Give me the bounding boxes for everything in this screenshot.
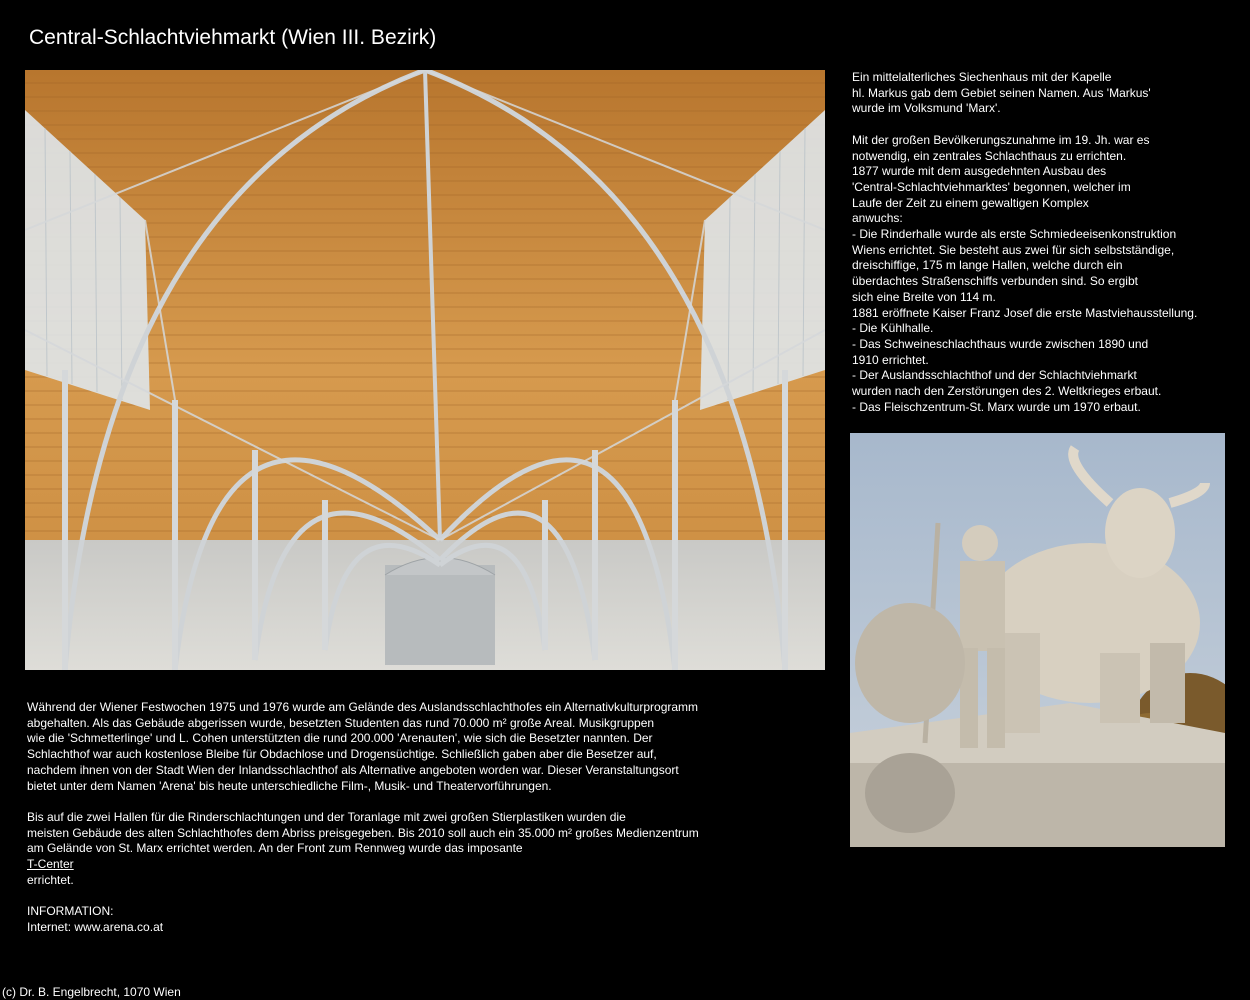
text-line: am Gelände von St. Marx errichtet werden. An der Front zum Rennweg wurde das imposante bbox=[27, 841, 523, 856]
text-line: bietet unter dem Namen 'Arena' bis heute unterschiedliche Film-, Musik- und Theatervorführungen. bbox=[27, 778, 552, 793]
text-line: wurde im Volksmund 'Marx'. bbox=[852, 101, 1001, 116]
text-line: Wiens errichtet. Sie besteht aus zwei für sich selbstständige, bbox=[852, 242, 1175, 257]
text-line: 'Central-Schlachtviehmarktes' begonnen, welcher im bbox=[852, 179, 1131, 194]
bull-statue-photo bbox=[850, 433, 1225, 847]
text-line: wie die 'Schmetterlinge' und L. Cohen unterstützten die rund 200.000 'Arenauten', wie sich die Besetzter nannten. Der bbox=[27, 731, 653, 746]
text-line bbox=[852, 117, 1244, 133]
info-internet: Internet: www.arena.co.at bbox=[27, 919, 164, 934]
text-line: dreischiffige, 175 m lange Hallen, welche durch ein bbox=[852, 258, 1123, 273]
info-heading: INFORMATION: bbox=[27, 904, 114, 919]
after-link-text: errichtet. bbox=[27, 872, 74, 887]
text-line: meisten Gebäude des alten Schlachthofes dem Abriss preisgegeben. Bis 2010 soll auch ein 35.000 m² großes Medienzentrum bbox=[27, 825, 699, 840]
text-line: Ein mittelalterliches Siechenhaus mit der Kapelle bbox=[852, 70, 1112, 84]
demolition-paragraph bbox=[27, 810, 727, 857]
text-line: Mit der großen Bevölkerungszunahme im 19. Jh. war es bbox=[852, 132, 1150, 147]
hall-photo bbox=[25, 70, 825, 670]
text-line: abgehalten. Als das Gebäude abgerissen wurde, besetzten Studenten das rund 70.000 m² große Areal. Musikgruppen bbox=[27, 715, 655, 730]
arena-paragraph bbox=[27, 700, 727, 794]
text-line: hl. Markus gab dem Gebiet seinen Namen. Aus 'Markus' bbox=[852, 85, 1151, 100]
text-line: anwuchs: bbox=[852, 211, 903, 226]
text-line: - Das Fleischzentrum-St. Marx wurde um 1970 erbaut. bbox=[852, 399, 1141, 414]
main-text bbox=[27, 700, 727, 936]
text-line: nachdem ihnen von der Stadt Wien der Inlandsschlachthof als Alternative angeboten worden war. Dieser Veranstaltungsort bbox=[27, 762, 679, 777]
text-line: - Die Rinderhalle wurde als erste Schmiedeeisenkonstruktion bbox=[852, 227, 1177, 242]
text-line: - Die Kühlhalle. bbox=[852, 321, 934, 336]
copyright-footer: (c) Dr. B. Engelbrecht, 1070 Wien bbox=[2, 985, 181, 999]
text-line: 1877 wurde mit dem ausgedehnten Ausbau des bbox=[852, 164, 1107, 179]
t-center-link[interactable]: T-Center bbox=[27, 857, 74, 872]
text-line: sich eine Breite von 114 m. bbox=[852, 289, 996, 304]
text-line: überdachtes Straßenschiffs verbunden sind. So ergibt bbox=[852, 274, 1138, 289]
text-line: - Der Auslandsschlachthof und der Schlachtviehmarkt bbox=[852, 368, 1137, 383]
history-text bbox=[852, 70, 1244, 415]
text-line: Schlachthof war auch kostenlose Bleibe für Obdachlose und Drogensüchtige. Schließlich gaben aber die Besetzer auf, bbox=[27, 747, 657, 762]
text-line: - Das Schweineschlachthaus wurde zwischen 1890 und bbox=[852, 336, 1149, 351]
text-line: Während der Wiener Festwochen 1975 und 1976 wurde am Gelände des Auslandsschlachthofes ein Alternativkulturprogramm bbox=[27, 700, 699, 714]
page-title: Central-Schlachtviehmarkt (Wien III. Bezirk) bbox=[29, 26, 437, 49]
text-line: wurden nach den Zerstörungen des 2. Weltkrieges erbaut. bbox=[852, 384, 1162, 399]
text-line: Bis auf die zwei Hallen für die Rinderschlachtungen und der Toranlage mit zwei großen Stierplastiken wurden die bbox=[27, 809, 626, 824]
text-line: notwendig, ein zentrales Schlachthaus zu errichten. bbox=[852, 148, 1127, 163]
text-line: Laufe der Zeit zu einem gewaltigen Komplex bbox=[852, 195, 1089, 210]
text-line: 1881 eröffnete Kaiser Franz Josef die erste Mastviehausstellung. bbox=[852, 305, 1198, 320]
text-line: 1910 errichtet. bbox=[852, 352, 929, 367]
